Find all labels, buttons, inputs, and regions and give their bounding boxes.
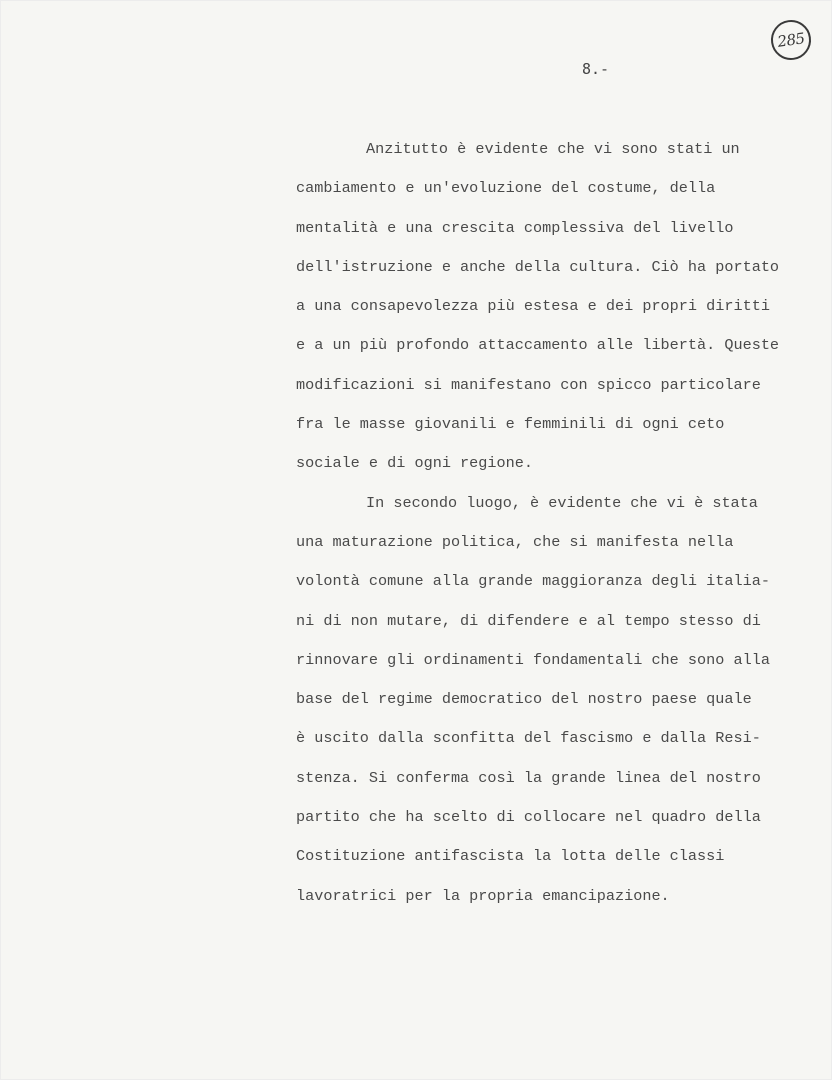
text-line: base del regime democratico del nostro paese quale <box>296 690 752 709</box>
page-stamp: 285 <box>768 17 813 62</box>
text-line: cambiamento e un'evoluzione del costume, della <box>296 179 716 198</box>
text-line: sociale e di ogni regione. <box>296 454 533 473</box>
text-line: In secondo luogo, è evidente che vi è stata <box>366 493 758 512</box>
text-line: mentalità e una crescita complessiva del livello <box>296 218 734 237</box>
text-line: ni di non mutare, di difendere e al tempo stesso di <box>296 611 761 630</box>
page-number: 8.- <box>582 60 610 78</box>
text-line: volontà comune alla grande maggioranza degli italia- <box>296 572 770 591</box>
paragraph-2 <box>296 490 826 922</box>
paragraph-1 <box>296 136 826 490</box>
text-line: a una consapevolezza più estesa e dei propri diritti <box>296 297 770 316</box>
text-line: fra le masse giovanili e femminili di ogni ceto <box>296 415 725 434</box>
text-line: stenza. Si conferma così la grande linea del nostro <box>296 768 761 787</box>
text-line: e a un più profondo attaccamento alle libertà. Queste <box>296 336 780 355</box>
text-line: Anzitutto è evidente che vi sono stati un <box>366 140 740 158</box>
text-line: è uscito dalla sconfitta del fascismo e dalla Resi- <box>296 729 761 748</box>
text-line: rinnovare gli ordinamenti fondamentali che sono alla <box>296 650 770 669</box>
text-line: Costituzione antifascista la lotta delle classi <box>296 847 725 866</box>
body-text <box>296 136 826 922</box>
text-line: dell'istruzione e anche della cultura. Ciò ha portato <box>296 257 780 276</box>
text-line: lavoratrici per la propria emancipazione. <box>296 886 670 905</box>
text-line: una maturazione politica, che si manifesta nella <box>296 532 734 551</box>
text-line: modificazioni si manifestano con spicco particolare <box>296 375 761 394</box>
text-line: partito che ha scelto di collocare nel quadro della <box>296 808 761 827</box>
